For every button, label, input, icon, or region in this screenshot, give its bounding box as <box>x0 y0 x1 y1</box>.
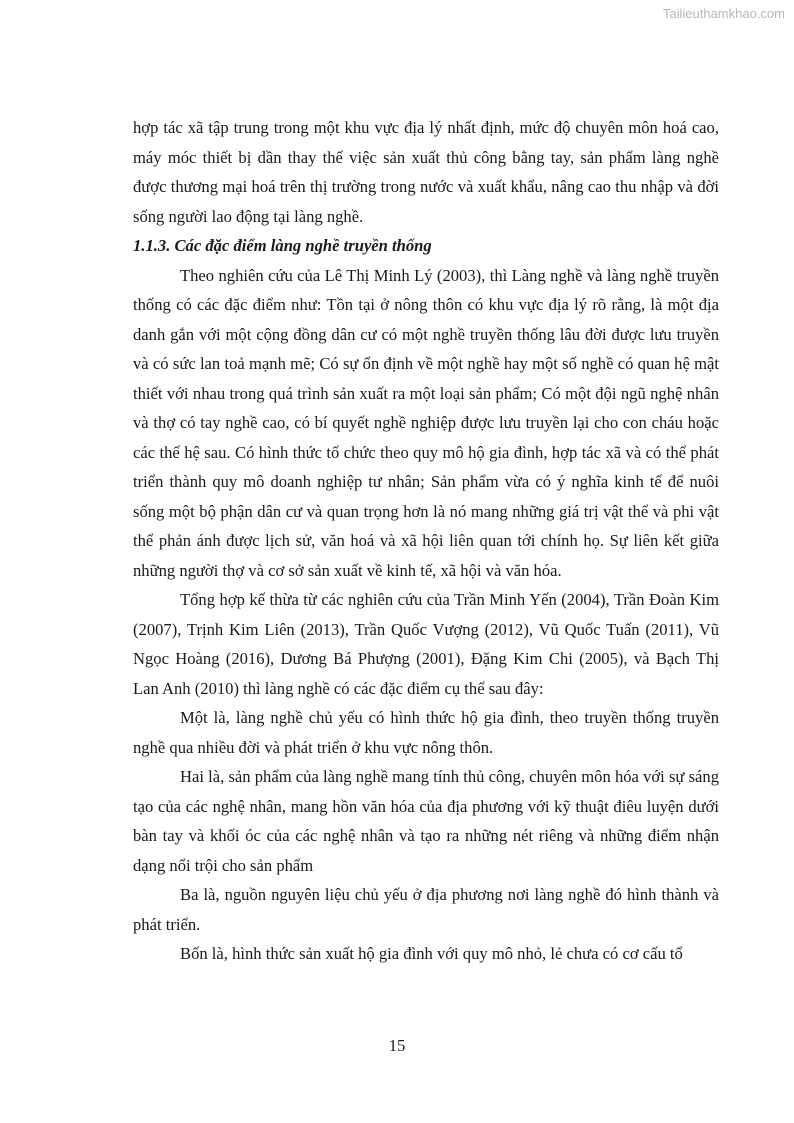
document-body <box>133 113 719 969</box>
paragraph-continuation: hợp tác xã tập trung trong một khu vực địa lý nhất định, mức độ chuyên môn hoá cao, máy móc thiết bị dần thay thế việc sản xuất thủ công bằng tay, sản phẩm làng nghề được thương mại hoá trên thị trường trong nước và xuất khẩu, nâng cao thu nhập và đời sống người lao động tại làng nghề. <box>133 118 719 226</box>
section-heading: 1.1.3. Các đặc điểm làng nghề truyền thống <box>133 236 432 255</box>
paragraph: Bốn là, hình thức sản xuất hộ gia đình với quy mô nhỏ, lẻ chưa có cơ cấu tổ <box>180 944 683 963</box>
watermark: Tailieuthamkhao.com <box>662 6 785 21</box>
paragraph: Một là, làng nghề chủ yếu có hình thức hộ gia đình, theo truyền thống truyền nghề qua nhiều đời và phát triển ở khu vực nông thôn. <box>133 708 719 757</box>
paragraph: Hai là, sản phẩm của làng nghề mang tính thủ công, chuyên môn hóa với sự sáng tạo của các nghệ nhân, mang hồn văn hóa của địa phương với kỹ thuật điêu luyện dưới bàn tay và khối óc của các nghệ nhân và tạo ra những nét riêng và những điểm nhận dạng nổi trội cho sản phẩm <box>133 767 719 875</box>
paragraph: Ba là, nguồn nguyên liệu chủ yếu ở địa phương nơi làng nghề đó hình thành và phát triển. <box>133 885 719 934</box>
paragraph: Tổng hợp kế thừa từ các nghiên cứu của Trần Minh Yến (2004), Trần Đoàn Kim (2007), Trịnh Kim Liên (2013), Trần Quốc Vượng (2012), Vũ Quốc Tuấn (2011), Vũ Ngọc Hoàng (2016), Dương Bá Phượng (2001), Đặng Kim Chi (2005), và Bạch Thị Lan Anh (2010) thì làng nghề có các đặc điểm cụ thể sau đây: <box>133 590 719 698</box>
paragraph: Theo nghiên cứu của Lê Thị Minh Lý (2003), thì Làng nghề và làng nghề truyền thống có các đặc điểm như: Tồn tại ở nông thôn có khu vực địa lý rõ rằng, là một địa danh gắn với một cộng đồng dân cư có một nghề truyền thống lâu đời được lưu truyền và có sức lan toả mạnh mẽ; Có sự ổn định về một nghề hay một số nghề có quan hệ mật thiết với nhau trong quá trình sản xuất ra một loại sản phẩm; Có một đội ngũ nghệ nhân và thợ có tay nghề cao, có bí quyết nghề nghiệp được lưu truyền lại cho con cháu hoặc các thế hệ sau. Có hình thức tổ chức theo quy mô hộ gia đình, hợp tác xã và có thể phát triển thành quy mô doanh nghiệp tư nhân; Sản phẩm vừa có ý nghĩa kinh tế để nuôi sống một bộ phận dân cư và quan trọng hơn là nó mang những giá trị vật thể và phi vật thể phản ánh được lịch sử, văn hoá và xã hội liên quan tới chính họ. Sự liên kết giữa những người thợ và cơ sở sản xuất về kinh tế, xã hội và văn hóa. <box>133 265 719 580</box>
page-number: 15 <box>388 1036 406 1055</box>
